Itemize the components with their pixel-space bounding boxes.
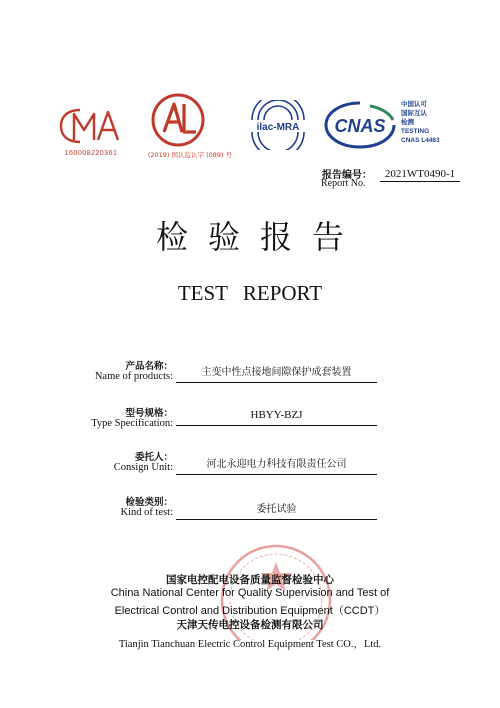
- report-number-value: 2021WT0490-1: [380, 168, 460, 182]
- svg-text:ilac-MRA: ilac-MRA: [256, 122, 300, 133]
- cnas-en-line-2: CNAS L4463: [401, 136, 440, 144]
- field-label-en: Kind of test:: [120, 507, 173, 518]
- field-label-cn: 型号规格：: [125, 408, 173, 419]
- field-value: 委托试验: [176, 500, 377, 520]
- title-cn: 检验报告: [155, 218, 364, 256]
- svg-text:CNAS: CNAS: [334, 116, 386, 136]
- field-value: HBYY-BZJ: [176, 409, 377, 426]
- cma-number: 160008220361: [64, 150, 118, 157]
- cnas-cn-text: [401, 100, 427, 127]
- company-name-cn: 天津天传电控设备检测有限公司: [176, 619, 324, 631]
- title-en: TEST REPORT: [177, 281, 323, 305]
- field-label-en: Name of products:: [94, 371, 173, 382]
- field-label-en: Consign Unit:: [113, 462, 173, 473]
- org-name-cn: 国家电控配电设备质量监督检验中心: [166, 574, 334, 586]
- cnas-cn-line-3: 检测: [401, 118, 414, 126]
- field-label-en: Type Specification:: [91, 418, 173, 429]
- company-name-en: Tianjin Tianchuan Electric Control Equipment Test CO.，Ltd.: [118, 639, 382, 650]
- field-value: 主变中性点接地间隙保护成套装置: [176, 363, 377, 383]
- cal-text: (2019) 国认监认字 (089) 号: [147, 151, 233, 159]
- cnas-en-line-1: TESTING: [401, 128, 430, 135]
- cal-logo: [150, 92, 206, 148]
- cnas-en-text: [401, 128, 440, 145]
- field-value: 河北永迎电力科技有限责任公司: [176, 455, 377, 475]
- report-number-label-en: Report No.: [321, 178, 366, 189]
- cnas-cn-line-1: 中国认可: [401, 100, 427, 108]
- field-label-cn: 检验类别：: [125, 497, 173, 508]
- cnas-logo: [320, 100, 400, 150]
- cnas-cn-line-2: 国际互认: [401, 109, 427, 117]
- report-number-label-cn: 报告编号：: [322, 170, 372, 181]
- ilac-mra-logo: [244, 100, 312, 150]
- cma-logo: [58, 104, 124, 148]
- org-name-en-line-2: Electrical Control and Distribution Equipment（CCDT）: [114, 605, 386, 617]
- field-label-cn: 委托人：: [134, 452, 173, 463]
- org-name-en-line-1: China National Center for Quality Supervision and Test of: [110, 587, 390, 599]
- field-label-cn: 产品名称：: [125, 361, 173, 372]
